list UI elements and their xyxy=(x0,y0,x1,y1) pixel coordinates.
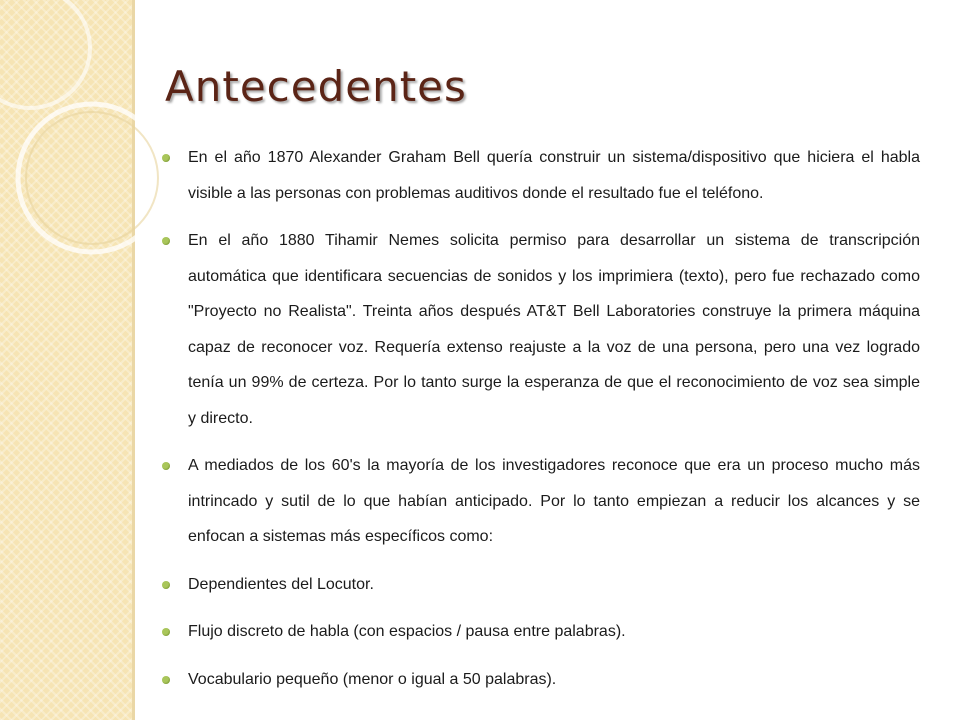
bullet-item xyxy=(160,223,920,436)
side-band-edge xyxy=(132,0,135,720)
bullet-item xyxy=(160,614,920,650)
bullet-dot-icon xyxy=(162,676,170,684)
bullet-item xyxy=(160,662,920,698)
bullet-item xyxy=(160,448,920,555)
bullet-text: En el año 1870 Alexander Graham Bell quería construir un sistema/dispositivo que hiciera el habla visible a las personas con problemas auditivos donde el resultado fue el teléfono. xyxy=(188,149,920,202)
bullet-text: A mediados de los 60's la mayoría de los investigadores reconoce que era un proceso mucho más intrincado y sutil de lo que habían anticipado. Por lo tanto empiezan a reducir los alcances y se enfocan a sistemas más específicos como: xyxy=(188,457,920,545)
bullet-item xyxy=(160,567,920,603)
bullet-item xyxy=(160,140,920,211)
bullet-text: Dependientes del Locutor. xyxy=(188,575,374,593)
bullet-dot-icon xyxy=(162,628,170,636)
decorative-side-band xyxy=(0,0,132,720)
bullet-dot-icon xyxy=(162,154,170,162)
bullet-list xyxy=(160,140,920,697)
bullet-dot-icon xyxy=(162,237,170,245)
bullet-text: Vocabulario pequeño (menor o igual a 50 palabras). xyxy=(188,670,557,688)
bullet-dot-icon xyxy=(162,462,170,470)
bullet-text: Flujo discreto de habla (con espacios / pausa entre palabras). xyxy=(188,623,626,640)
bullet-text: En el año 1880 Tihamir Nemes solicita permiso para desarrollar un sistema de transcripción automática que identificara secuencias de sonidos y los imprimiera (texto), pero fue rechazado como "Proyecto no Realista". Treinta años después AT&T Bell Laboratories construye la primera máquina capaz de reconocer voz. Requería extenso reajuste a la voz de una persona, pero una vez logrado tenía un 99% de certeza. Por lo tanto surge la esperanza de que el reconocimiento de voz sea simple y directo. xyxy=(188,232,920,427)
slide-title: Antecedentes xyxy=(165,62,467,111)
bullet-dot-icon xyxy=(162,581,170,589)
